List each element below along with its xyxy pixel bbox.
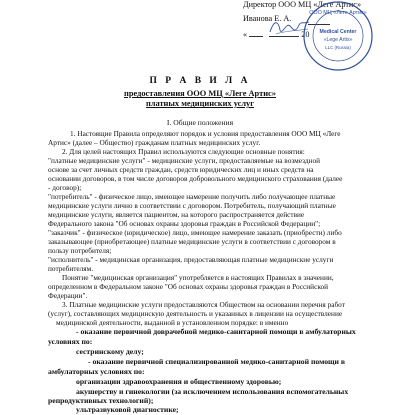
- svg-text:Medical Center: Medical Center: [319, 29, 357, 35]
- body-text-line: "потребитель" - физическое лицо, имеющее намерение получить либо получающее платные: [48, 192, 336, 201]
- body-text-line: определенном в Федеральном законе "Об основах охраны здоровья граждан в Российской: [48, 282, 329, 291]
- document-title: П Р А В И Л А: [149, 76, 251, 86]
- body-text-line: Федерального закона "Об основах охраны здоровья граждан в Российской Федерации";: [48, 219, 321, 228]
- body-text-line: амбулаторных условиях по:: [48, 367, 145, 376]
- body-text-line: 1. Настоящие Правила определяют порядок и условия предоставления ООО МЦ «Леге: [70, 129, 341, 138]
- body-text-line: акушерству и гинекологии (за исключением использования вспомогательных: [76, 387, 349, 396]
- body-text-line: медицинской деятельности, выданной в установленном порядке: в именно: [56, 318, 289, 327]
- approval-director-line: Директор ООО МЦ «Леге Артис»: [243, 0, 362, 9]
- body-text-line: заказывающее (приобретающее) платные медицинские услуги в соответствии с договором в: [48, 237, 336, 246]
- body-text-line: ультразвуковой диагностике;: [76, 405, 179, 414]
- body-text-line: пользу потребителя;: [48, 246, 112, 255]
- body-text-line: "платные медицинские услуги" - медицинские услуги, предоставляемые на возмездной: [48, 156, 320, 165]
- body-text-line: - оказание первичной доврачебной медико-санитарной помощи в амбулаторных: [76, 327, 356, 336]
- body-text-line: основе за счет личных средств граждан, средств юридических лиц и иных средств на: [48, 165, 314, 174]
- body-text-line: "исполнитель" - медицинская организация, предоставляющая платные медицинские услуги: [48, 255, 334, 264]
- body-text-line: Федерации".: [48, 291, 88, 300]
- svg-text:LLC (Russia): LLC (Russia): [325, 45, 351, 50]
- svg-text:ООО МЦ «Леге Артис»: ООО МЦ «Леге Артис»: [309, 10, 367, 16]
- body-text-line: 3. Платные медицинские услуги предоставляются Обществом на основании перечня работ: [62, 300, 345, 309]
- body-text-line: основании договоров, в том числе договоров добровольного медицинского страхования (далее: [48, 174, 343, 183]
- body-text-line: репродуктивных технологий);: [48, 396, 154, 405]
- approval-signatory-name: Иванова Е. А.: [243, 14, 292, 23]
- date-year-prefix: 20: [301, 30, 310, 39]
- body-text-line: "заказчик" - физическое (юридическое) лицо, имеющее намерение заказать (приобрести) либо: [48, 228, 342, 237]
- body-text-line: условиях по:: [48, 337, 93, 346]
- document-subtitle-line-1: предоставления ООО МЦ «Леге Артис»: [124, 89, 276, 98]
- body-text-line: (услуг), составляющих медицинскую деятельность и указанных в лицензии на осуществление: [48, 309, 343, 318]
- date-open-quote: «: [243, 30, 248, 39]
- body-text-line: сестринскому делу;: [76, 347, 144, 356]
- body-text-line: медицинские услуги лично в соответствии с договором. Потребитель, получающий платные: [48, 201, 336, 210]
- body-text-line: организации здравоохранения и общественному здоровью;: [76, 377, 282, 386]
- body-text-line: потребителям.: [48, 264, 94, 273]
- body-text-line: Артис» (далее – Общество) гражданам платных медицинских услуг.: [48, 138, 261, 147]
- body-text-line: медицинские услуги, является пациентом, на которого распространяется действие: [48, 210, 305, 219]
- body-text-line: - оказание первичной специализированной медико-санитарной помощи в: [88, 357, 346, 366]
- document-subtitle-line-2: платных медицинских услуг: [145, 99, 255, 108]
- svg-text:«Lege Artis»: «Lege Artis»: [323, 37, 353, 43]
- body-text-line: Понятие "медицинская организация" употребляется в настоящих Правилах в значении,: [62, 273, 334, 282]
- body-text-line: - договор);: [48, 183, 82, 192]
- body-text-line: 2. Для целей настоящих Правил используются следующие основные понятия:: [62, 147, 305, 156]
- section-heading: I. Общие положения: [166, 118, 234, 127]
